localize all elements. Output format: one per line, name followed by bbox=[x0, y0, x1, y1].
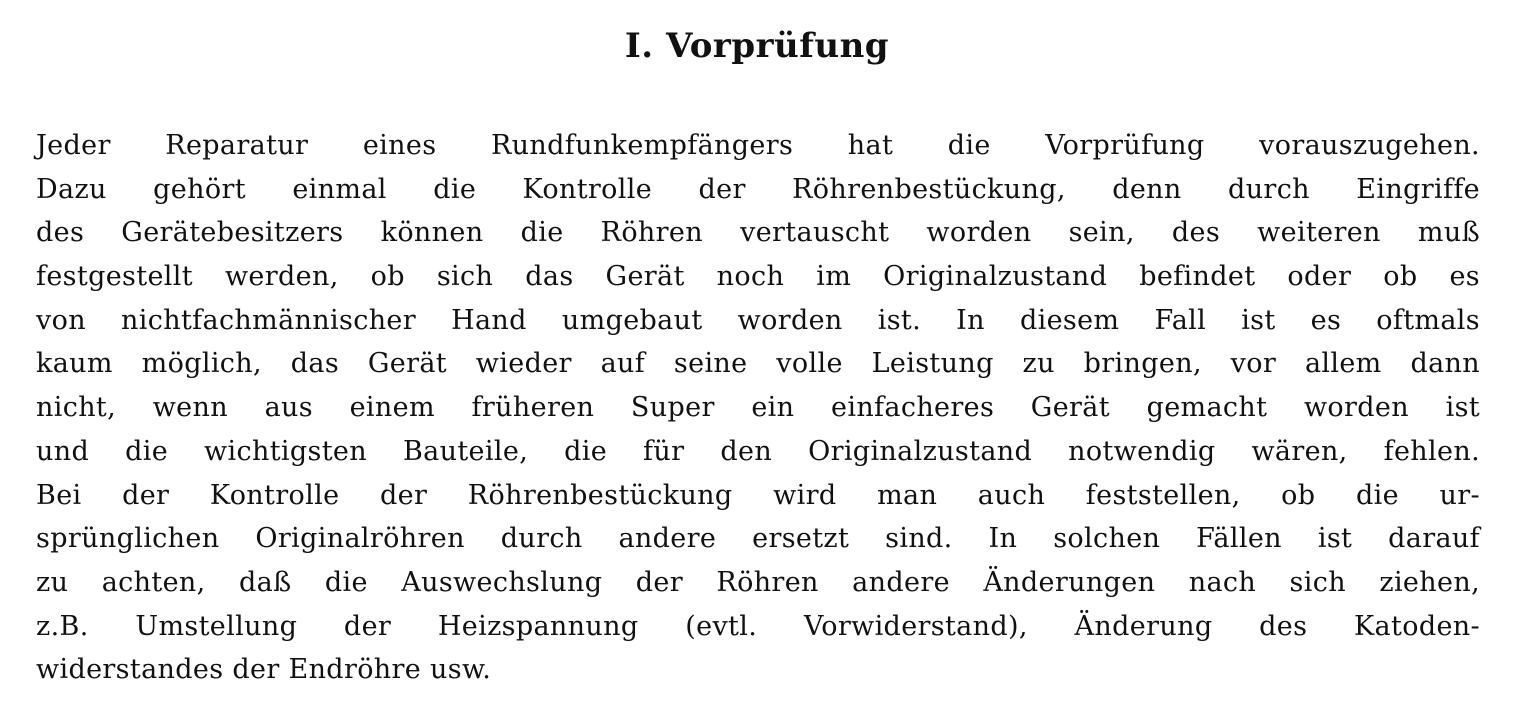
paragraph-line-10: sprünglichen Originalröhren durch andere ersetzt sind. In solchen Fällen ist darauf bbox=[36, 523, 1480, 555]
body-paragraph bbox=[36, 124, 1480, 692]
paragraph-line-9: Bei der Kontrolle der Röhrenbestückung wird man auch feststellen, ob die ur- bbox=[36, 479, 1480, 511]
paragraph-line-1: Jeder Reparatur eines Rundfunkempfängers hat die Vorprüfung vorauszugehen. bbox=[36, 130, 1480, 161]
paragraph-line-12: z.B. Umstellung der Heizspannung (evtl. Vorwiderstand), Änderung des Katoden- bbox=[36, 610, 1480, 642]
paragraph-line-2: Dazu gehört einmal die Kontrolle der Röhrenbestückung, denn durch Eingriffe bbox=[36, 173, 1480, 205]
section-heading: I. Vorprüfung bbox=[624, 26, 890, 66]
paragraph-line-5: von nichtfachmännischer Hand umgebaut worden ist. In diesem Fall ist es oftmals bbox=[36, 304, 1480, 336]
paragraph-line-8: und die wichtigsten Bauteile, die für den Originalzustand notwendig wären, fehlen. bbox=[36, 435, 1480, 467]
paragraph-line-6: kaum möglich, das Gerät wieder auf seine volle Leistung zu bringen, vor allem dann bbox=[36, 348, 1480, 380]
paragraph-line-4: festgestellt werden, ob sich das Gerät noch im Originalzustand befindet oder ob es bbox=[36, 261, 1480, 293]
paragraph-line-13: widerstandes der Endröhre usw. bbox=[36, 654, 492, 686]
paragraph-line-11: zu achten, daß die Auswechslung der Röhren andere Änderungen nach sich ziehen, bbox=[36, 566, 1480, 598]
paragraph-line-7: nicht, wenn aus einem früheren Super ein einfacheres Gerät gemacht worden ist bbox=[36, 392, 1480, 424]
paragraph-line-3: des Gerätebesitzers können die Röhren vertauscht worden sein, des weiteren muß bbox=[36, 217, 1480, 249]
